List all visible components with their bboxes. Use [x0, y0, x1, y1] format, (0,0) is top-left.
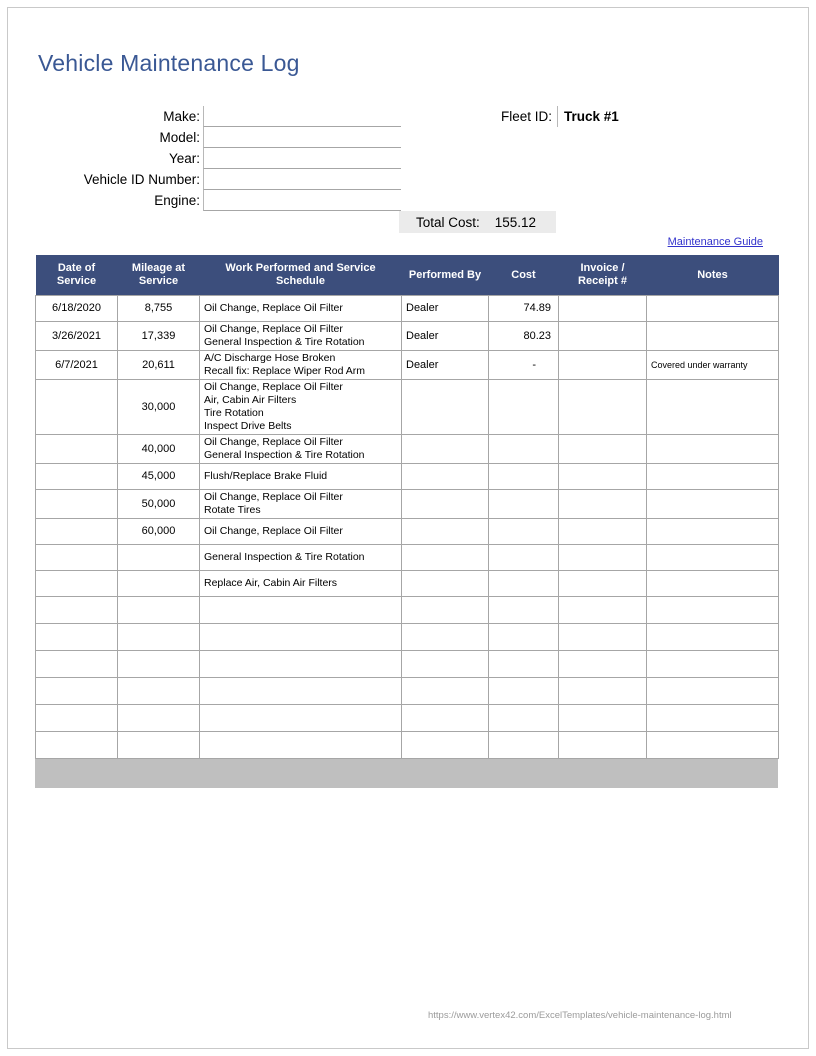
work-line: General Inspection & Tire Rotation [204, 336, 365, 348]
cell-mileage [118, 732, 200, 759]
cell-performed-by [402, 490, 489, 519]
cell-work-performed [200, 732, 402, 759]
form-row [60, 148, 401, 169]
cell-work-performed [200, 545, 402, 571]
cell-cost [489, 597, 559, 624]
cell-work-performed [200, 351, 402, 380]
column-header: Cost [489, 255, 559, 296]
table-row [36, 678, 779, 705]
cell-invoice [559, 545, 647, 571]
cell-invoice [559, 571, 647, 597]
cell-date-of-service [36, 597, 118, 624]
cell-invoice [559, 678, 647, 705]
cell-cost [489, 651, 559, 678]
work-line: Air, Cabin Air Filters [204, 394, 297, 406]
column-header: Date of Service [36, 255, 118, 296]
work-line: Oil Change, Replace Oil Filter [204, 381, 343, 393]
maintenance-log-table [35, 255, 778, 788]
cell-mileage: 20,611 [118, 351, 200, 380]
cell-work-performed [200, 296, 402, 322]
cell-invoice [559, 296, 647, 322]
cell-date-of-service: 3/26/2021 [36, 322, 118, 351]
cell-cost [489, 624, 559, 651]
table-row [36, 571, 779, 597]
cell-invoice [559, 624, 647, 651]
cell-invoice [559, 351, 647, 380]
cell-date-of-service [36, 732, 118, 759]
column-header: Notes [647, 255, 779, 296]
work-line: General Inspection & Tire Rotation [204, 449, 365, 461]
cell-work-performed [200, 380, 402, 435]
cell-notes [647, 732, 779, 759]
work-line: Rotate Tires [204, 504, 261, 516]
cell-notes [647, 435, 779, 464]
cell-performed-by [402, 732, 489, 759]
cell-mileage [118, 571, 200, 597]
cell-date-of-service: 6/18/2020 [36, 296, 118, 322]
total-cost-value: 155.12 [494, 214, 536, 230]
cell-notes [647, 678, 779, 705]
cell-invoice [559, 651, 647, 678]
cell-work-performed [200, 597, 402, 624]
cell-notes [647, 519, 779, 545]
cell-notes [647, 464, 779, 490]
form-field-input[interactable] [203, 127, 401, 148]
column-header: Work Performed and Service Schedule [200, 255, 402, 296]
cell-date-of-service [36, 545, 118, 571]
table-row [36, 322, 779, 351]
cell-performed-by [402, 651, 489, 678]
work-line: Replace Air, Cabin Air Filters [204, 577, 338, 589]
work-line: Oil Change, Replace Oil Filter [204, 302, 343, 314]
form-row [60, 169, 401, 190]
cell-notes [647, 322, 779, 351]
cell-performed-by [402, 571, 489, 597]
cell-notes [647, 597, 779, 624]
cell-notes: Covered under warranty [647, 351, 779, 380]
cell-date-of-service [36, 435, 118, 464]
cell-invoice [559, 490, 647, 519]
form-field-input[interactable] [203, 106, 401, 127]
table-header-row [36, 255, 779, 296]
work-line: Tire Rotation [204, 407, 264, 419]
cell-invoice [559, 597, 647, 624]
table-footer-bar [35, 759, 778, 788]
vehicle-info-form [60, 106, 401, 211]
cell-work-performed [200, 464, 402, 490]
cell-date-of-service [36, 519, 118, 545]
cell-performed-by [402, 597, 489, 624]
work-line: A/C Discharge Hose Broken [204, 352, 336, 364]
cell-cost [489, 678, 559, 705]
cell-cost [489, 705, 559, 732]
cell-work-performed [200, 519, 402, 545]
cell-performed-by [402, 519, 489, 545]
cell-date-of-service [36, 705, 118, 732]
cell-performed-by [402, 380, 489, 435]
cell-date-of-service [36, 678, 118, 705]
cell-work-performed [200, 705, 402, 732]
work-line: General Inspection & Tire Rotation [204, 551, 365, 563]
table-row [36, 435, 779, 464]
column-header: Performed By [402, 255, 489, 296]
form-field-label: Model: [159, 130, 200, 145]
form-field-label: Make: [163, 109, 200, 124]
cell-notes [647, 624, 779, 651]
cell-mileage [118, 705, 200, 732]
cell-date-of-service: 6/7/2021 [36, 351, 118, 380]
form-field-input[interactable] [203, 169, 401, 190]
cell-performed-by [402, 435, 489, 464]
table-row [36, 464, 779, 490]
cell-date-of-service [36, 380, 118, 435]
fleet-id-label: Fleet ID: [500, 109, 552, 124]
column-header: Invoice / Receipt # [559, 255, 647, 296]
fleet-id-value: Truck #1 [557, 106, 619, 127]
table-row [36, 705, 779, 732]
form-row [60, 106, 401, 127]
work-line: Oil Change, Replace Oil Filter [204, 491, 343, 503]
cell-notes [647, 571, 779, 597]
total-cost-bar [399, 211, 556, 233]
cell-cost: 74.89 [489, 296, 559, 322]
table-row [36, 624, 779, 651]
table-row [36, 296, 779, 322]
form-row [60, 127, 401, 148]
cell-notes [647, 490, 779, 519]
fleet-id-row [440, 106, 619, 127]
cell-date-of-service [36, 651, 118, 678]
work-line: Flush/Replace Brake Fluid [204, 470, 328, 482]
table-row [36, 651, 779, 678]
total-cost-label: Total Cost: [416, 214, 480, 230]
table-row [36, 732, 779, 759]
cell-work-performed [200, 322, 402, 351]
cell-date-of-service [36, 624, 118, 651]
form-row [60, 190, 401, 211]
form-field-label: Engine: [154, 193, 200, 208]
cell-mileage: 8,755 [118, 296, 200, 322]
table-row [36, 519, 779, 545]
cell-mileage: 45,000 [118, 464, 200, 490]
cell-mileage: 60,000 [118, 519, 200, 545]
cell-notes [647, 545, 779, 571]
cell-invoice [559, 464, 647, 490]
cell-work-performed [200, 490, 402, 519]
cell-notes [647, 705, 779, 732]
cell-performed-by [402, 678, 489, 705]
cell-notes [647, 296, 779, 322]
cell-invoice [559, 705, 647, 732]
table-row [36, 351, 779, 380]
cell-cost [489, 435, 559, 464]
cell-notes [647, 651, 779, 678]
cell-performed-by: Dealer [402, 351, 489, 380]
cell-mileage [118, 545, 200, 571]
cell-invoice [559, 732, 647, 759]
table-row [36, 545, 779, 571]
cell-mileage [118, 624, 200, 651]
work-line: Oil Change, Replace Oil Filter [204, 436, 343, 448]
cell-mileage [118, 651, 200, 678]
cell-cost [489, 380, 559, 435]
cell-invoice [559, 519, 647, 545]
cell-work-performed [200, 571, 402, 597]
cell-cost [489, 519, 559, 545]
log-table [35, 255, 779, 759]
cell-performed-by: Dealer [402, 296, 489, 322]
maintenance-guide-link[interactable]: Maintenance Guide [667, 236, 763, 248]
work-line: Inspect Drive Belts [204, 420, 292, 432]
cell-performed-by [402, 464, 489, 490]
cell-performed-by: Dealer [402, 322, 489, 351]
cell-cost: 80.23 [489, 322, 559, 351]
cell-mileage: 17,339 [118, 322, 200, 351]
form-field-label: Year: [168, 151, 200, 166]
cell-work-performed [200, 678, 402, 705]
cell-invoice [559, 322, 647, 351]
cell-notes [647, 380, 779, 435]
cell-cost [489, 571, 559, 597]
work-line: Oil Change, Replace Oil Filter [204, 525, 343, 537]
form-field-input[interactable] [203, 190, 401, 211]
cell-mileage: 40,000 [118, 435, 200, 464]
form-field-input[interactable] [203, 148, 401, 169]
cell-performed-by [402, 705, 489, 732]
cell-performed-by [402, 545, 489, 571]
table-row [36, 380, 779, 435]
cell-date-of-service [36, 571, 118, 597]
work-line: Oil Change, Replace Oil Filter [204, 323, 343, 335]
cell-mileage [118, 597, 200, 624]
cell-cost: - [489, 351, 559, 380]
page-title: Vehicle Maintenance Log [38, 50, 300, 76]
cell-cost [489, 490, 559, 519]
cell-mileage: 50,000 [118, 490, 200, 519]
table-row [36, 597, 779, 624]
cell-work-performed [200, 435, 402, 464]
cell-performed-by [402, 624, 489, 651]
cell-date-of-service [36, 464, 118, 490]
column-header: Mileage at Service [118, 255, 200, 296]
cell-date-of-service [36, 490, 118, 519]
work-line: Recall fix: Replace Wiper Rod Arm [204, 365, 366, 377]
cell-mileage: 30,000 [118, 380, 200, 435]
footer-url: https://www.vertex42.com/ExcelTemplates/vehicle-maintenance-log.html [428, 1010, 732, 1021]
form-field-label: Vehicle ID Number: [83, 172, 200, 187]
cell-invoice [559, 435, 647, 464]
cell-cost [489, 545, 559, 571]
cell-cost [489, 464, 559, 490]
cell-cost [489, 732, 559, 759]
table-row [36, 490, 779, 519]
cell-work-performed [200, 624, 402, 651]
cell-mileage [118, 678, 200, 705]
cell-work-performed [200, 651, 402, 678]
cell-invoice [559, 380, 647, 435]
